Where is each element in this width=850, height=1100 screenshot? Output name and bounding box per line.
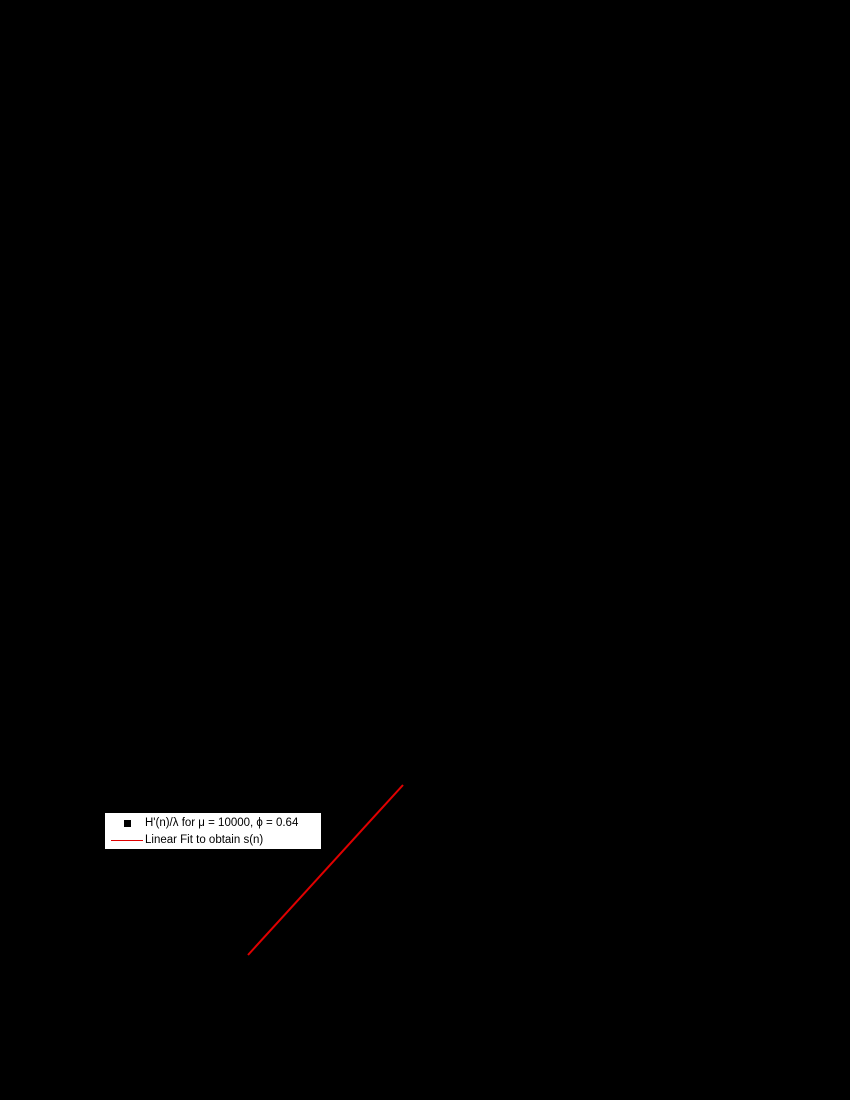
square-marker-icon: [109, 820, 145, 827]
legend-entry-data: [105, 815, 321, 832]
line-marker-icon: [109, 840, 145, 841]
legend-entry-fit: [105, 832, 321, 849]
legend-label-data: H'(n)/λ for μ = 10000, ϕ = 0.64: [145, 817, 299, 829]
chart-legend: [104, 812, 322, 850]
legend-label-fit: Linear Fit to obtain s(n): [145, 834, 264, 846]
